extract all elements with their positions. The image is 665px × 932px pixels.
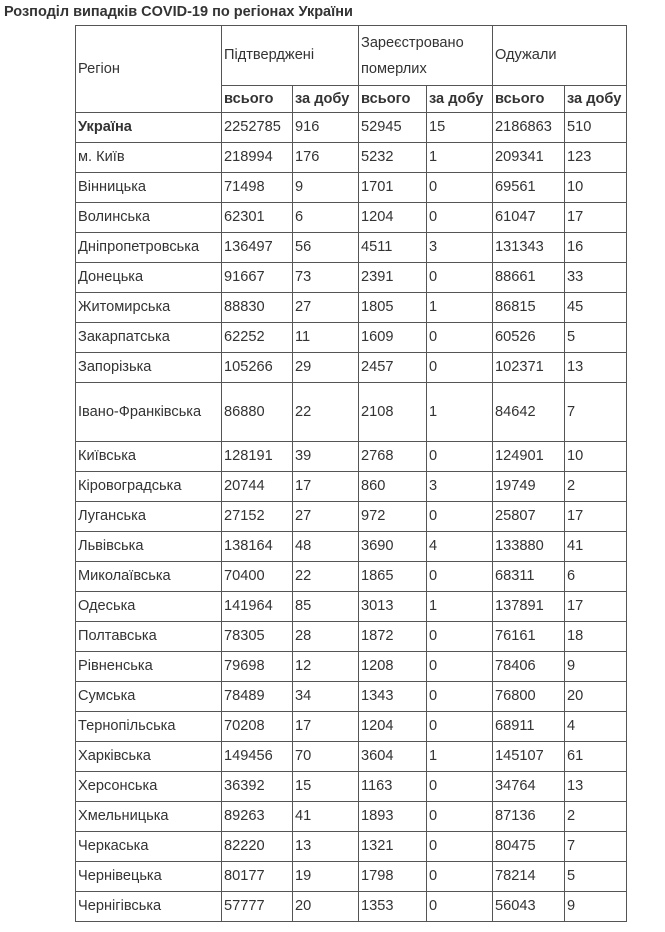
- table-row: [76, 592, 627, 622]
- cell-deaths-daily: 0: [427, 832, 493, 862]
- table-row: [76, 742, 627, 772]
- cell-confirmed-daily: 17: [293, 712, 359, 742]
- cell-recovered-daily: 17: [565, 203, 627, 233]
- cell-region: Вінницька: [76, 173, 222, 203]
- cell-confirmed-total: 62301: [222, 203, 293, 233]
- cell-deaths-daily: 0: [427, 862, 493, 892]
- cell-confirmed-daily: 48: [293, 532, 359, 562]
- cell-confirmed-daily: 27: [293, 502, 359, 532]
- cell-confirmed-daily: 39: [293, 442, 359, 472]
- cell-recovered-daily: 13: [565, 772, 627, 802]
- cell-confirmed-daily: 27: [293, 293, 359, 323]
- cell-confirmed-total: 71498: [222, 173, 293, 203]
- cell-confirmed-daily: 34: [293, 682, 359, 712]
- cell-recovered-total: 80475: [493, 832, 565, 862]
- cell-deaths-total: 860: [359, 472, 427, 502]
- cell-confirmed-daily: 176: [293, 143, 359, 173]
- cell-recovered-total: 19749: [493, 472, 565, 502]
- cell-region: Волинська: [76, 203, 222, 233]
- cell-confirmed-total: 2252785: [222, 113, 293, 143]
- cell-confirmed-total: 105266: [222, 353, 293, 383]
- table-row: [76, 263, 627, 293]
- cell-recovered-total: 78406: [493, 652, 565, 682]
- cell-deaths-total: 52945: [359, 113, 427, 143]
- cell-deaths-daily: 0: [427, 203, 493, 233]
- cell-recovered-daily: 123: [565, 143, 627, 173]
- cell-deaths-total: 1798: [359, 862, 427, 892]
- cell-confirmed-daily: 11: [293, 323, 359, 353]
- cell-deaths-total: 1701: [359, 173, 427, 203]
- cell-confirmed-daily: 29: [293, 353, 359, 383]
- table-row: [76, 802, 627, 832]
- table-row: [76, 562, 627, 592]
- cell-deaths-total: 3604: [359, 742, 427, 772]
- cell-deaths-daily: 0: [427, 802, 493, 832]
- cell-deaths-total: 5232: [359, 143, 427, 173]
- cell-deaths-total: 3690: [359, 532, 427, 562]
- cell-deaths-total: 1893: [359, 802, 427, 832]
- cell-region: Рівненська: [76, 652, 222, 682]
- cell-deaths-total: 1343: [359, 682, 427, 712]
- header-deaths-daily: за добу: [427, 86, 493, 113]
- cell-region: Тернопільська: [76, 712, 222, 742]
- cell-recovered-total: 61047: [493, 203, 565, 233]
- cell-confirmed-daily: 916: [293, 113, 359, 143]
- cell-region: Кіровоградська: [76, 472, 222, 502]
- cell-recovered-daily: 7: [565, 832, 627, 862]
- cell-recovered-daily: 510: [565, 113, 627, 143]
- cell-region: Запорізька: [76, 353, 222, 383]
- table-row: [76, 832, 627, 862]
- cell-confirmed-daily: 6: [293, 203, 359, 233]
- cell-recovered-daily: 18: [565, 622, 627, 652]
- cell-recovered-total: 60526: [493, 323, 565, 353]
- table-row: [76, 532, 627, 562]
- table-row: [76, 442, 627, 472]
- cell-deaths-daily: 1: [427, 592, 493, 622]
- header-recovered-total: всього: [493, 86, 565, 113]
- cell-region: Житомирська: [76, 293, 222, 323]
- table-row: [76, 323, 627, 353]
- cell-confirmed-daily: 85: [293, 592, 359, 622]
- cell-confirmed-total: 138164: [222, 532, 293, 562]
- cell-region: м. Київ: [76, 143, 222, 173]
- cell-recovered-daily: 9: [565, 892, 627, 922]
- cell-confirmed-daily: 17: [293, 472, 359, 502]
- covid-regions-table: [75, 25, 627, 922]
- table-row: [76, 383, 627, 442]
- cell-region: Черкаська: [76, 832, 222, 862]
- cell-recovered-total: 2186863: [493, 113, 565, 143]
- cell-deaths-total: 3013: [359, 592, 427, 622]
- cell-recovered-daily: 41: [565, 532, 627, 562]
- cell-confirmed-daily: 20: [293, 892, 359, 922]
- table-row: [76, 772, 627, 802]
- cell-deaths-total: 1865: [359, 562, 427, 592]
- cell-recovered-daily: 5: [565, 862, 627, 892]
- cell-confirmed-total: 80177: [222, 862, 293, 892]
- cell-deaths-total: 1204: [359, 203, 427, 233]
- table-row: [76, 862, 627, 892]
- cell-deaths-total: 2457: [359, 353, 427, 383]
- cell-deaths-total: 2391: [359, 263, 427, 293]
- cell-deaths-daily: 0: [427, 682, 493, 712]
- table-row: [76, 652, 627, 682]
- cell-confirmed-daily: 9: [293, 173, 359, 203]
- cell-recovered-total: 131343: [493, 233, 565, 263]
- cell-deaths-daily: 0: [427, 652, 493, 682]
- cell-deaths-daily: 1: [427, 742, 493, 772]
- cell-deaths-daily: 3: [427, 233, 493, 263]
- cell-deaths-daily: 4: [427, 532, 493, 562]
- table-row: [76, 113, 627, 143]
- table-row: [76, 682, 627, 712]
- cell-recovered-total: 87136: [493, 802, 565, 832]
- table-row: [76, 143, 627, 173]
- cell-confirmed-total: 27152: [222, 502, 293, 532]
- table-row: [76, 173, 627, 203]
- table-row: [76, 293, 627, 323]
- cell-confirmed-total: 70208: [222, 712, 293, 742]
- cell-region: Донецька: [76, 263, 222, 293]
- table-row: [76, 233, 627, 263]
- cell-recovered-total: 56043: [493, 892, 565, 922]
- cell-recovered-total: 78214: [493, 862, 565, 892]
- cell-deaths-total: 4511: [359, 233, 427, 263]
- cell-confirmed-daily: 22: [293, 562, 359, 592]
- cell-recovered-total: 68911: [493, 712, 565, 742]
- cell-region: Закарпатська: [76, 323, 222, 353]
- cell-confirmed-total: 79698: [222, 652, 293, 682]
- cell-recovered-total: 133880: [493, 532, 565, 562]
- table-row: [76, 472, 627, 502]
- cell-deaths-daily: 0: [427, 502, 493, 532]
- cell-region: Чернівецька: [76, 862, 222, 892]
- cell-recovered-daily: 61: [565, 742, 627, 772]
- cell-region: Луганська: [76, 502, 222, 532]
- cell-confirmed-daily: 15: [293, 772, 359, 802]
- cell-deaths-daily: 0: [427, 772, 493, 802]
- cell-region: Київська: [76, 442, 222, 472]
- cell-confirmed-total: 149456: [222, 742, 293, 772]
- cell-recovered-total: 137891: [493, 592, 565, 622]
- cell-deaths-daily: 1: [427, 143, 493, 173]
- cell-confirmed-daily: 56: [293, 233, 359, 263]
- cell-deaths-daily: 0: [427, 263, 493, 293]
- header-deaths: Зареєстровано померлих: [359, 26, 493, 86]
- cell-recovered-total: 88661: [493, 263, 565, 293]
- header-region: Регіон: [76, 26, 222, 113]
- cell-recovered-daily: 16: [565, 233, 627, 263]
- cell-recovered-daily: 2: [565, 802, 627, 832]
- cell-recovered-total: 76800: [493, 682, 565, 712]
- cell-recovered-total: 102371: [493, 353, 565, 383]
- table-row: [76, 622, 627, 652]
- cell-confirmed-total: 82220: [222, 832, 293, 862]
- cell-recovered-total: 209341: [493, 143, 565, 173]
- cell-confirmed-total: 78305: [222, 622, 293, 652]
- cell-confirmed-total: 62252: [222, 323, 293, 353]
- cell-recovered-daily: 7: [565, 383, 627, 442]
- cell-confirmed-total: 128191: [222, 442, 293, 472]
- cell-confirmed-total: 136497: [222, 233, 293, 263]
- table-row: [76, 712, 627, 742]
- cell-recovered-total: 25807: [493, 502, 565, 532]
- cell-confirmed-daily: 22: [293, 383, 359, 442]
- cell-deaths-total: 1805: [359, 293, 427, 323]
- cell-confirmed-daily: 70: [293, 742, 359, 772]
- cell-recovered-daily: 6: [565, 562, 627, 592]
- cell-recovered-daily: 4: [565, 712, 627, 742]
- cell-recovered-daily: 13: [565, 353, 627, 383]
- cell-deaths-daily: 0: [427, 622, 493, 652]
- cell-confirmed-total: 89263: [222, 802, 293, 832]
- cell-deaths-total: 972: [359, 502, 427, 532]
- cell-deaths-total: 1208: [359, 652, 427, 682]
- cell-deaths-total: 1163: [359, 772, 427, 802]
- cell-region: Сумська: [76, 682, 222, 712]
- cell-region: Хмельницька: [76, 802, 222, 832]
- cell-deaths-daily: 0: [427, 562, 493, 592]
- cell-confirmed-total: 57777: [222, 892, 293, 922]
- table-row: [76, 892, 627, 922]
- cell-recovered-total: 68311: [493, 562, 565, 592]
- cell-confirmed-daily: 41: [293, 802, 359, 832]
- cell-recovered-total: 69561: [493, 173, 565, 203]
- header-recovered: Одужали: [493, 26, 627, 86]
- cell-recovered-total: 76161: [493, 622, 565, 652]
- table-row: [76, 203, 627, 233]
- cell-deaths-daily: 0: [427, 323, 493, 353]
- cell-recovered-daily: 10: [565, 442, 627, 472]
- cell-deaths-daily: 0: [427, 173, 493, 203]
- table-caption: Розподіл випадків COVID-19 по регіонах України: [4, 4, 353, 20]
- header-row-groups: [76, 26, 627, 86]
- cell-deaths-daily: 0: [427, 892, 493, 922]
- cell-deaths-total: 2768: [359, 442, 427, 472]
- cell-confirmed-total: 86880: [222, 383, 293, 442]
- cell-region: Херсонська: [76, 772, 222, 802]
- cell-recovered-total: 86815: [493, 293, 565, 323]
- cell-recovered-total: 84642: [493, 383, 565, 442]
- cell-deaths-total: 1609: [359, 323, 427, 353]
- cell-deaths-daily: 3: [427, 472, 493, 502]
- cell-region: Одеська: [76, 592, 222, 622]
- cell-recovered-daily: 33: [565, 263, 627, 293]
- cell-region: Львівська: [76, 532, 222, 562]
- cell-confirmed-total: 91667: [222, 263, 293, 293]
- cell-confirmed-total: 141964: [222, 592, 293, 622]
- cell-deaths-total: 2108: [359, 383, 427, 442]
- cell-confirmed-daily: 73: [293, 263, 359, 293]
- cell-region: Миколаївська: [76, 562, 222, 592]
- cell-recovered-daily: 5: [565, 323, 627, 353]
- cell-recovered-daily: 2: [565, 472, 627, 502]
- table-row: [76, 353, 627, 383]
- table-row: [76, 502, 627, 532]
- cell-recovered-total: 124901: [493, 442, 565, 472]
- cell-deaths-total: 1872: [359, 622, 427, 652]
- cell-confirmed-total: 88830: [222, 293, 293, 323]
- cell-deaths-total: 1204: [359, 712, 427, 742]
- cell-confirmed-daily: 28: [293, 622, 359, 652]
- header-recovered-daily: за добу: [565, 86, 627, 113]
- cell-confirmed-total: 70400: [222, 562, 293, 592]
- cell-confirmed-total: 78489: [222, 682, 293, 712]
- cell-deaths-daily: 0: [427, 442, 493, 472]
- cell-region: Дніпропетровська: [76, 233, 222, 263]
- cell-deaths-daily: 0: [427, 712, 493, 742]
- cell-region: Чернігівська: [76, 892, 222, 922]
- cell-confirmed-total: 218994: [222, 143, 293, 173]
- cell-deaths-daily: 1: [427, 293, 493, 323]
- header-confirmed-daily: за добу: [293, 86, 359, 113]
- cell-deaths-daily: 0: [427, 353, 493, 383]
- cell-confirmed-daily: 13: [293, 832, 359, 862]
- cell-deaths-total: 1321: [359, 832, 427, 862]
- cell-confirmed-total: 36392: [222, 772, 293, 802]
- cell-region: Харківська: [76, 742, 222, 772]
- cell-region: Івано-Франківська: [76, 383, 222, 442]
- header-confirmed-total: всього: [222, 86, 293, 113]
- cell-confirmed-daily: 19: [293, 862, 359, 892]
- cell-recovered-daily: 17: [565, 502, 627, 532]
- cell-recovered-total: 145107: [493, 742, 565, 772]
- cell-recovered-daily: 20: [565, 682, 627, 712]
- cell-region: Україна: [76, 113, 222, 143]
- cell-recovered-daily: 17: [565, 592, 627, 622]
- cell-confirmed-total: 20744: [222, 472, 293, 502]
- cell-deaths-daily: 15: [427, 113, 493, 143]
- cell-recovered-total: 34764: [493, 772, 565, 802]
- cell-recovered-daily: 45: [565, 293, 627, 323]
- cell-region: Полтавська: [76, 622, 222, 652]
- cell-deaths-total: 1353: [359, 892, 427, 922]
- cell-deaths-daily: 1: [427, 383, 493, 442]
- header-deaths-total: всього: [359, 86, 427, 113]
- header-confirmed: Підтверджені: [222, 26, 359, 86]
- cell-confirmed-daily: 12: [293, 652, 359, 682]
- cell-recovered-daily: 9: [565, 652, 627, 682]
- cell-recovered-daily: 10: [565, 173, 627, 203]
